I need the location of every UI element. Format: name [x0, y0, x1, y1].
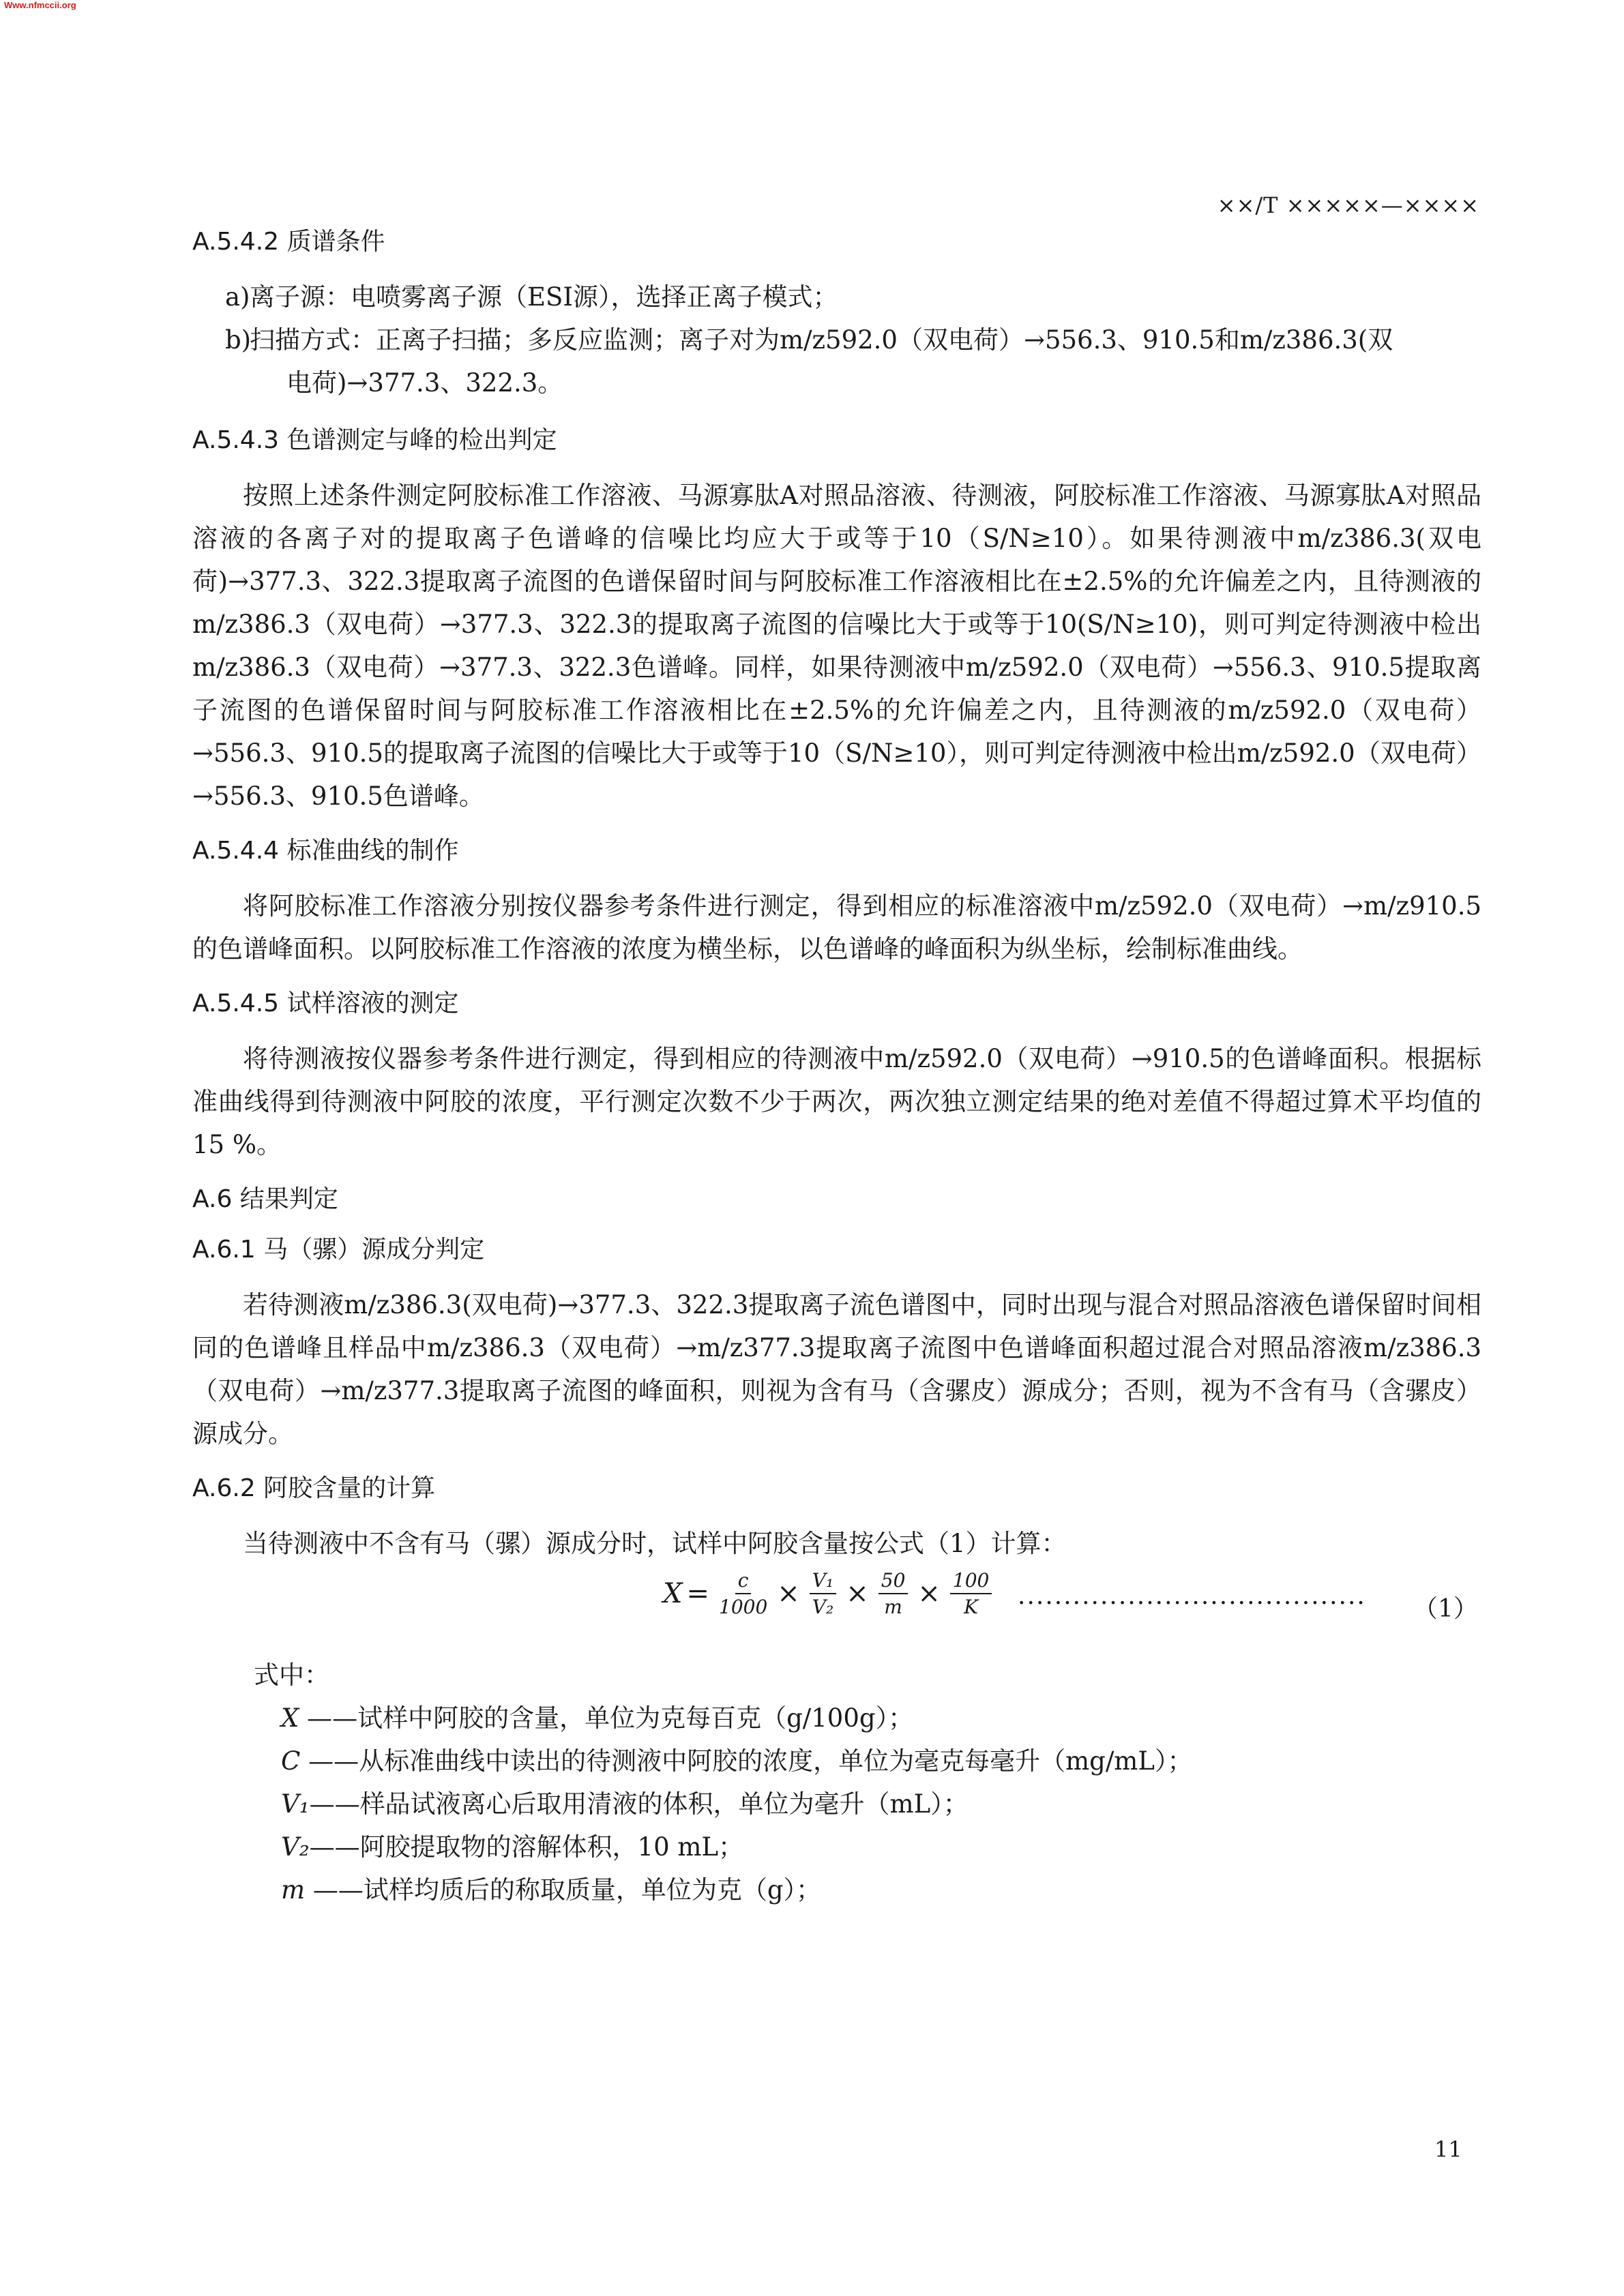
- variable-symbol: X: [281, 1703, 299, 1733]
- document-body: [192, 225, 1481, 1911]
- formula-fraction: [950, 1569, 992, 1618]
- variable-description: ——阿胶提取物的溶解体积，10 mL；: [309, 1832, 744, 1862]
- section-heading-a542: A.5.4.2 质谱条件: [192, 228, 385, 256]
- section-heading-a62: A.6.2 阿胶含量的计算: [192, 1474, 436, 1502]
- variable-symbol: C: [281, 1746, 301, 1776]
- paragraph: 将阿胶标准工作溶液分别按仪器参考条件进行测定，得到相应的标准溶液中m/z592.0（双电荷）→m/z910.5的色谱峰面积。以阿胶标准工作溶液的浓度为横坐标，以色谱峰的峰面积为纵坐标，绘制标准曲线。: [192, 891, 1481, 964]
- formula-lhs: X: [663, 1578, 683, 1609]
- formula-leader-dots: ······································: [1018, 1590, 1366, 1617]
- fraction-denominator: m: [884, 1596, 902, 1618]
- formula-equals: =: [686, 1578, 709, 1609]
- site-url: Www.nfmccii.org: [4, 0, 76, 10]
- section-heading-a543: A.5.4.3 色谱测定与峰的检出判定: [192, 426, 557, 454]
- variable-description: ——样品试液离心后取用清液的体积，单位为毫升（mL）；: [309, 1789, 969, 1819]
- list-item: [225, 318, 1481, 361]
- page-number: 11: [1434, 2136, 1462, 2162]
- section-heading-a545: A.5.4.5 试样溶液的测定: [192, 989, 459, 1017]
- list-marker: b): [225, 325, 252, 355]
- variable-symbol: V₂: [281, 1832, 310, 1862]
- fraction-numerator: 100: [950, 1569, 992, 1594]
- formula-fraction: [719, 1569, 767, 1618]
- fraction-numerator: 50: [879, 1569, 909, 1594]
- paragraph: 按照上述条件测定阿胶标准工作溶液、马源寡肽A对照品溶液、待测液，阿胶标准工作溶液、马源寡肽A对照品溶液的各离子对的提取离子色谱峰的信噪比均应大于或等于10（S/N≥10）。如果待测液中m/z386.3(双电荷)→377.3、322.3提取离子流图的色谱保留时间与阿胶标准工作溶液相比在±2.5%的允许偏差之内，且待测液的m/z386.3（双电荷）→377.3、322.3的提取离子流图的信噪比大于或等于10(S/N≥10)，则可判定待测液中检出m/z386.3（双电荷）→377.3、322.3色谱峰。同样，如果待测液中m/z592.0（双电荷）→556.3、910.5提取离子流图的色谱保留时间与阿胶标准工作溶液相比在±2.5%的允许偏差之内，且待测液的m/z592.0（双电荷）→556.3、910.5的提取离子流图的信噪比大于或等于10（S/N≥10），则可判定待测液中检出m/z592.0（双电荷）→556.3、910.5色谱峰。: [192, 481, 1481, 811]
- paragraph: 若待测液m/z386.3(双电荷)→377.3、322.3提取离子流色谱图中，同时出现与混合对照品溶液色谱保留时间相同的色谱峰且样品中m/z386.3（双电荷）→m/z377.3提取离子流图中色谱峰面积超过混合对照品溶液m/z386.3（双电荷）→m/z377.3提取离子流图的峰面积，则视为含有马（含骡皮）源成分；否则，视为不含有马（含骡皮）源成分。: [192, 1290, 1481, 1448]
- document-code-header: ××/T ×××××—××××: [1217, 192, 1479, 218]
- formula-expression: [663, 1569, 997, 1618]
- formula-times: ×: [846, 1578, 869, 1609]
- formula-fraction: [879, 1569, 909, 1618]
- formula-times: ×: [917, 1578, 941, 1609]
- list-item-text: 扫描方式：正离子扫描；多反应监测；离子对为m/z592.0（双电荷）→556.3、910.5和m/z386.3(双: [250, 325, 1393, 355]
- formula-times: ×: [777, 1578, 800, 1609]
- fraction-denominator: 1000: [719, 1596, 768, 1618]
- variable-description: ——试样均质后的称取质量，单位为克（g）；: [312, 1875, 822, 1905]
- fraction-denominator: V₂: [812, 1596, 834, 1618]
- variable-description: ——试样中阿胶的含量，单位为克每百克（g/100g）；: [307, 1703, 914, 1733]
- variable-symbol: V₁: [281, 1789, 310, 1819]
- section-heading-a61: A.6.1 马（骡）源成分判定: [192, 1236, 485, 1264]
- variable-definition: [192, 1697, 1481, 1740]
- section-heading-a544: A.5.4.4 标准曲线的制作: [192, 837, 459, 865]
- list-item: [225, 275, 1481, 318]
- list-marker: a): [225, 282, 250, 312]
- variable-symbol: m: [281, 1875, 306, 1905]
- fraction-denominator: K: [964, 1596, 979, 1618]
- formula-fraction: [810, 1569, 836, 1618]
- variable-definition: [192, 1825, 1481, 1868]
- fraction-numerator: c: [735, 1569, 752, 1594]
- fraction-numerator: V₁: [810, 1569, 836, 1594]
- ms-conditions-list: [192, 275, 1481, 404]
- formula-1: [192, 1569, 1481, 1644]
- variable-definition: [192, 1783, 1481, 1825]
- formula-number: （1）: [1413, 1595, 1478, 1623]
- paragraph: 当待测液中不含有马（骡）源成分时，试样中阿胶含量按公式（1）计算：: [243, 1529, 1067, 1558]
- variable-definition: [192, 1868, 1481, 1911]
- list-item-text: 离子源：电喷雾离子源（ESI源），选择正离子模式；: [250, 282, 838, 312]
- paragraph: 将待测液按仪器参考条件进行测定，得到相应的待测液中m/z592.0（双电荷）→910.5的色谱峰面积。根据标准曲线得到待测液中阿胶的浓度，平行测定次数不少于两次，两次独立测定结果的绝对差值不得超过算术平均值的15 %。: [192, 1044, 1481, 1159]
- section-heading-a6: A.6 结果判定: [192, 1185, 338, 1213]
- list-item-continuation: 电荷)→377.3、322.3。: [286, 368, 563, 398]
- variable-definition: [192, 1740, 1481, 1783]
- variable-description: ——从标准曲线中读出的待测液中阿胶的浓度，单位为毫克每毫升（mg/mL）；: [308, 1746, 1193, 1776]
- where-label: 式中：: [254, 1660, 329, 1690]
